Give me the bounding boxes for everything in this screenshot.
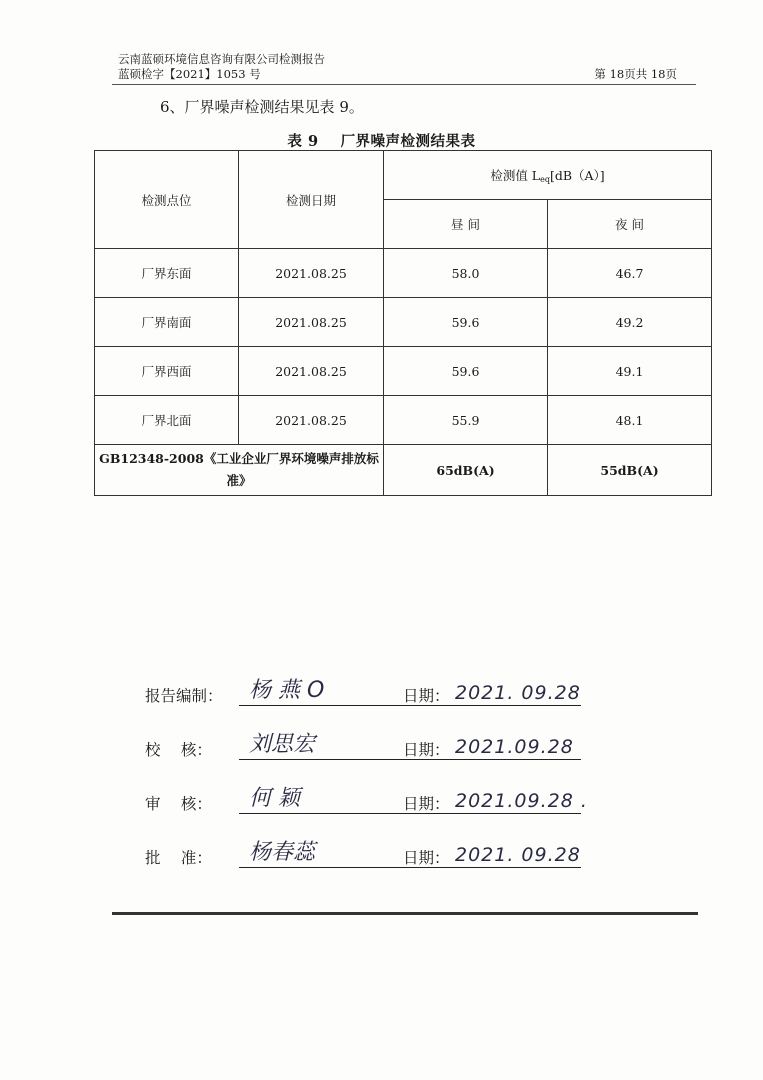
signature-label: 批 准： bbox=[145, 849, 212, 867]
header-divider bbox=[112, 84, 696, 85]
cell-day: 58.0 bbox=[384, 249, 548, 298]
page-number: 第 18页共 18页 bbox=[594, 67, 677, 81]
cell-point: 厂界北面 bbox=[95, 396, 239, 445]
header-point: 检测点位 bbox=[95, 151, 239, 249]
handwritten-signature: 刘思宏 bbox=[249, 732, 316, 757]
report-number: 蓝硕检字【2021】1053 号 bbox=[118, 67, 261, 81]
table-header-row bbox=[95, 151, 712, 200]
cell-night: 49.1 bbox=[548, 347, 712, 396]
cell-day: 59.6 bbox=[384, 347, 548, 396]
date-label: 日期： bbox=[403, 687, 450, 705]
header-night: 夜 间 bbox=[548, 200, 712, 249]
cell-date: 2021.08.25 bbox=[239, 249, 384, 298]
date-label: 日期： bbox=[403, 795, 450, 813]
signature-label: 审 核： bbox=[145, 795, 212, 813]
signature-label: 报告编制： bbox=[145, 687, 223, 705]
date-line bbox=[451, 812, 581, 814]
table-row bbox=[95, 347, 712, 396]
table-title bbox=[0, 130, 763, 151]
handwritten-signature: 杨 燕 O bbox=[249, 678, 325, 703]
handwritten-date: 2021.09.28 . bbox=[455, 790, 588, 812]
cell-point: 厂界东面 bbox=[95, 249, 239, 298]
report-header bbox=[118, 52, 325, 82]
date-line bbox=[451, 704, 581, 706]
cell-point: 厂界西面 bbox=[95, 347, 239, 396]
handwritten-signature: 何 颖 bbox=[249, 786, 300, 811]
table-caption: 厂界噪声检测结果表 bbox=[340, 133, 476, 150]
cell-day: 59.6 bbox=[384, 298, 548, 347]
table-row bbox=[95, 249, 712, 298]
standard-label: GB12348-2008《工业企业厂界环境噪声排放标准》 bbox=[95, 445, 384, 496]
handwritten-date: 2021. 09.28 bbox=[455, 682, 581, 704]
signature-row-compiler bbox=[145, 672, 615, 712]
standard-night: 55dB(A) bbox=[548, 445, 712, 496]
cell-day: 55.9 bbox=[384, 396, 548, 445]
date-label: 日期： bbox=[403, 849, 450, 867]
cell-night: 46.7 bbox=[548, 249, 712, 298]
date-line bbox=[451, 758, 581, 760]
noise-result-table bbox=[94, 150, 712, 496]
date-label: 日期： bbox=[403, 741, 450, 759]
signature-row-proofreader bbox=[145, 726, 615, 766]
cell-point: 厂界南面 bbox=[95, 298, 239, 347]
signature-label: 校 核： bbox=[145, 741, 212, 759]
date-line bbox=[451, 866, 581, 868]
cell-date: 2021.08.25 bbox=[239, 298, 384, 347]
header-day: 昼 间 bbox=[384, 200, 548, 249]
handwritten-date: 2021.09.28 bbox=[455, 736, 574, 758]
cell-night: 49.2 bbox=[548, 298, 712, 347]
signature-row-approver bbox=[145, 834, 615, 874]
standard-row bbox=[95, 445, 712, 496]
handwritten-date: 2021. 09.28 bbox=[455, 844, 581, 866]
table-number: 表 9 bbox=[287, 133, 319, 150]
signature-row-reviewer bbox=[145, 780, 615, 820]
cell-night: 48.1 bbox=[548, 396, 712, 445]
footer-divider bbox=[112, 912, 698, 915]
table-row bbox=[95, 298, 712, 347]
cell-date: 2021.08.25 bbox=[239, 347, 384, 396]
header-date: 检测日期 bbox=[239, 151, 384, 249]
cell-date: 2021.08.25 bbox=[239, 396, 384, 445]
standard-day: 65dB(A) bbox=[384, 445, 548, 496]
table-row bbox=[95, 396, 712, 445]
section-title: 6、厂界噪声检测结果见表 9。 bbox=[160, 98, 364, 116]
company-name: 云南蓝硕环境信息咨询有限公司检测报告 bbox=[118, 52, 325, 66]
header-value: 检测值 $L_{eq}[dB(A)]$ bbox=[384, 151, 712, 200]
handwritten-signature: 杨春蕊 bbox=[249, 840, 316, 865]
